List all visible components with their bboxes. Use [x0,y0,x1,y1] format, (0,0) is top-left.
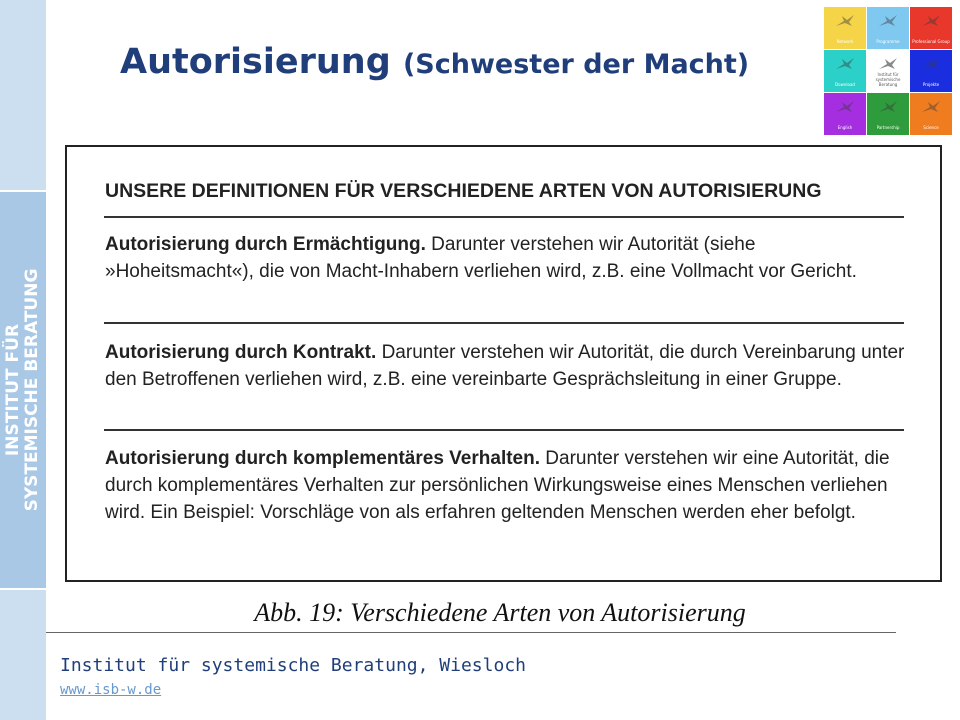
logo-tile [910,93,952,135]
bird-icon [921,14,941,28]
section-divider [104,322,904,324]
definition-text: Darunter verstehen wir Autorität (siehe »Hoheitsmacht«), die von Macht-Inhabern verliehen wird, z.B. eine Vollmacht vor Gericht. [105,234,857,282]
logo-tile-label: Professional Group [912,39,950,44]
bird-icon [921,100,941,114]
logo-tile [824,50,866,92]
heading-divider [104,216,904,218]
section-divider [104,429,904,431]
title-main: Autorisierung [120,42,391,82]
figure-heading: UNSERE DEFINITIONEN FÜR VERSCHIEDENE ARTEN VON AUTORISIERUNG [105,180,822,202]
logo-tile-label: English [837,125,853,130]
logo-tile [867,50,909,92]
logo-tile [824,7,866,49]
logo-tile [910,7,952,49]
definition-term: Autorisierung durch komplementäres Verhalten. [105,448,540,469]
logo-tile-label: Network [836,39,854,44]
sidebar-institute-label [4,269,42,512]
definition-term: Autorisierung durch Ermächtigung. [105,234,426,255]
logo-tile-label: Institut für systemische Beratung [875,72,901,87]
sidebar-label-line2: SYSTEMISCHE BERATUNG [22,268,42,512]
logo-tile [867,93,909,135]
page-title [120,42,749,82]
website-link[interactable]: www.isb-w.de [60,682,162,698]
title-subtitle: (Schwester der Macht) [402,49,750,80]
logo-tile-label: Projekte [922,82,940,87]
sidebar-segment-top [0,0,46,190]
logo-tile-label: Science [923,125,939,130]
logo-tile [910,50,952,92]
definition-kontrakt [105,339,905,393]
bird-icon [835,100,855,114]
figure-caption: Abb. 19: Verschiedene Arten von Autorisierung [254,598,746,627]
logo-tile-label: Programme [876,39,900,44]
bird-icon [835,57,855,71]
caption-divider [46,632,896,633]
bird-icon [878,57,898,71]
footer-institute: Institut für systemische Beratung, Wiesloch [60,655,526,676]
bird-icon [835,14,855,28]
bird-icon [921,57,941,71]
logo-tile [824,93,866,135]
logo-tile [867,7,909,49]
bird-icon [878,100,898,114]
definition-komplementaer [105,445,905,526]
logo-tile-label: Partnership [876,125,900,130]
isb-logo-grid [824,7,952,136]
definitions-figure [65,145,942,582]
definition-ermaechtigung [105,231,905,285]
bird-icon [878,14,898,28]
logo-tile-label: Download [835,82,855,87]
sidebar-label-line1: INSTITUT FÜR [3,323,23,457]
definition-term: Autorisierung durch Kontrakt. [105,342,377,363]
definition-text: Darunter verstehen wir eine Autorität, die durch komplementäres Verhalten zur persönlichen Wirkungsweise eines Menschen verliehen wird. Ein Beispiel: Vorschläge von als erfahren geltenden Menschen werden eher befolgt. [105,448,890,523]
definition-text: Darunter verstehen wir Autorität, die durch Vereinbarung unter den Betroffenen verliehen wird, z.B. eine vereinbarte Gesprächsleitung in einer Gruppe. [105,342,905,390]
